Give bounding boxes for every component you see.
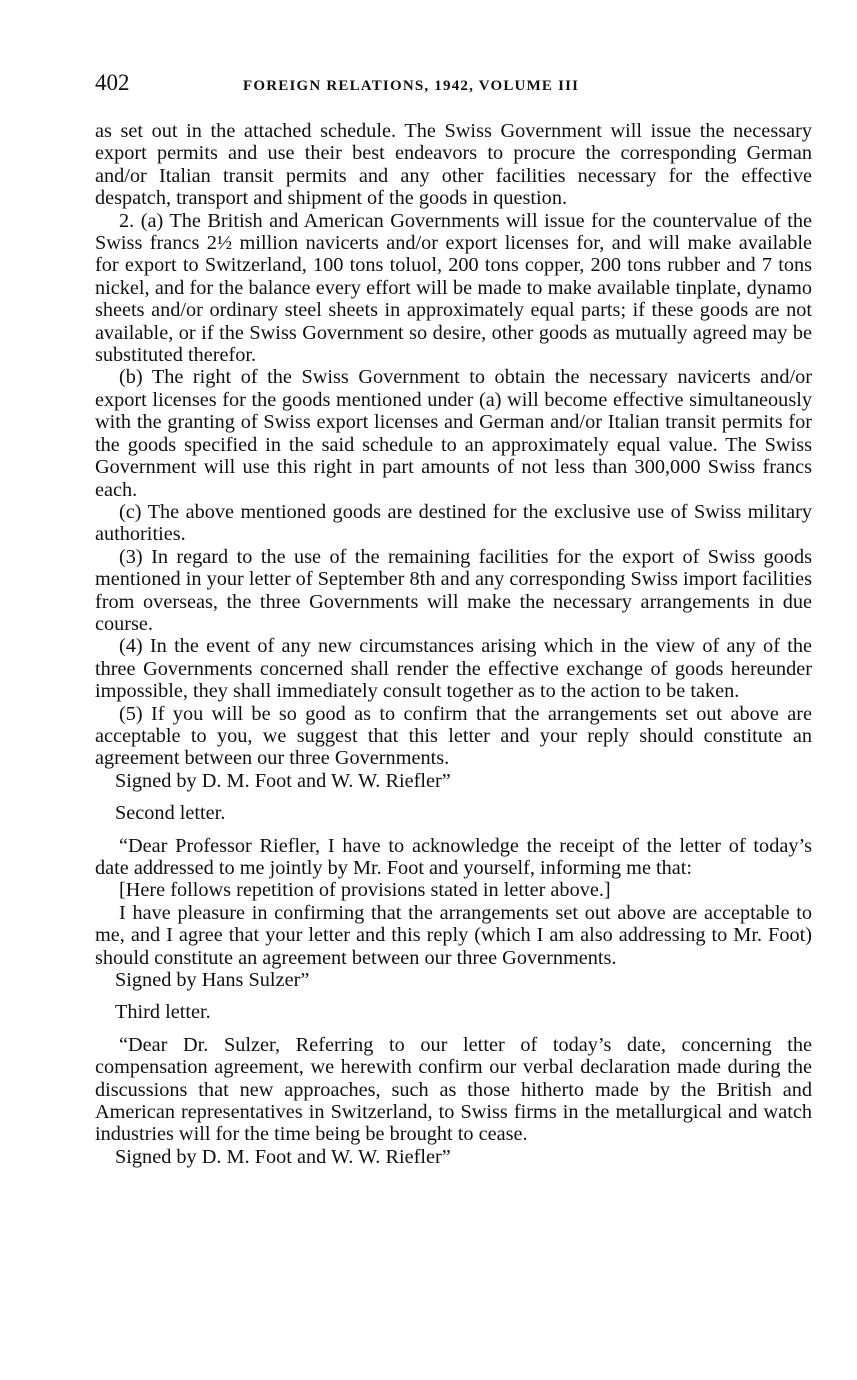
paragraph-4: (4) In the event of any new circumstances arising which in the view of any of the three Governments concerned shall render the effective exchange of goods hereunder impossible, they shall immediately consult together as to the action to be taken. — [95, 635, 812, 703]
paragraph-3: (3) In regard to the use of the remaining facilities for the export of Swiss goods mentioned in your letter of September 8th and any corresponding Swiss import facilities from overseas, the three Governments will make the necessary arrangements in due course. — [95, 545, 812, 635]
running-head: FOREIGN RELATIONS, 1942, VOLUME III — [243, 78, 580, 94]
paragraph-second-letter-opening: “Dear Professor Riefler, I have to acknowledge the receipt of the letter of today’s date addressed to me jointly by Mr. Foot and yourself, informing me that: — [95, 834, 812, 879]
signature-second-letter: Signed by Hans Sulzer” — [115, 969, 310, 992]
paragraph-2c: (c) The above mentioned goods are destined for the exclusive use of Swiss military authorities. — [95, 500, 812, 546]
paragraph-5: (5) If you will be so good as to confirm that the arrangements set out above are acceptable to you, we suggest that this letter and your reply should constitute an agreement between our three Governments. — [95, 702, 812, 770]
heading-second-letter: Second letter. — [115, 802, 226, 825]
signature-third-letter: Signed by D. M. Foot and W. W. Riefler” — [115, 1145, 451, 1168]
document-page — [95, 70, 812, 1168]
page-header — [95, 70, 812, 106]
heading-third-letter: Third letter. — [115, 1001, 211, 1024]
document-body — [95, 120, 812, 1168]
paragraph-2a: 2. (a) The British and American Governments will issue for the countervalue of the Swiss francs 2½ million navicerts and/or export licenses for, and will make available for export to Switzerland, 100 tons toluol, 200 tons copper, 200 tons rubber and 7 tons nickel, and for the balance every effort will be made to make available tinplate, dynamo sheets and/or ordinary steel sheets in approximately equal parts; if these goods are not available, or if the Swiss Government so desire, other goods as mutually agreed may be substituted therefor. — [95, 209, 812, 367]
paragraph-third-letter: “Dear Dr. Sulzer, Referring to our letter of today’s date, concerning the compensation agreement, we herewith confirm our verbal declaration made during the discussions that new approaches, such as those hitherto made by the British and American representatives in Switzerland, to Swiss firms in the metallurgical and watch industries will for the time being be brought to cease. — [95, 1033, 812, 1146]
paragraph-confirmation: I have pleasure in confirming that the arrangements set out above are acceptable to me, and I agree that your letter and this reply (which I am also addressing to Mr. Foot) should constitute an agreement between our three Governments. — [95, 901, 812, 969]
paragraph-2b: (b) The right of the Swiss Government to obtain the necessary navicerts and/or export licenses for the goods mentioned under (a) will become effective simultaneously with the granting of Swiss export licenses and German and/or Italian transit permits for the goods specified in the said schedule to an approximately equal value. The Swiss Government will use this right in part amounts of not less than 300,000 Swiss francs each. — [95, 366, 812, 501]
paragraph-repetition-note: [Here follows repetition of provisions stated in letter above.] — [119, 879, 611, 902]
paragraph-schedule: as set out in the attached schedule. The Swiss Government will issue the necessary export permits and use their best endeavors to procure the corresponding German and/or Italian transit permits and any other facilities necessary for the effective despatch, transport and shipment of the goods in question. — [95, 120, 812, 210]
signature-first-letter: Signed by D. M. Foot and W. W. Riefler” — [115, 769, 451, 792]
page-number: 402 — [95, 70, 130, 95]
